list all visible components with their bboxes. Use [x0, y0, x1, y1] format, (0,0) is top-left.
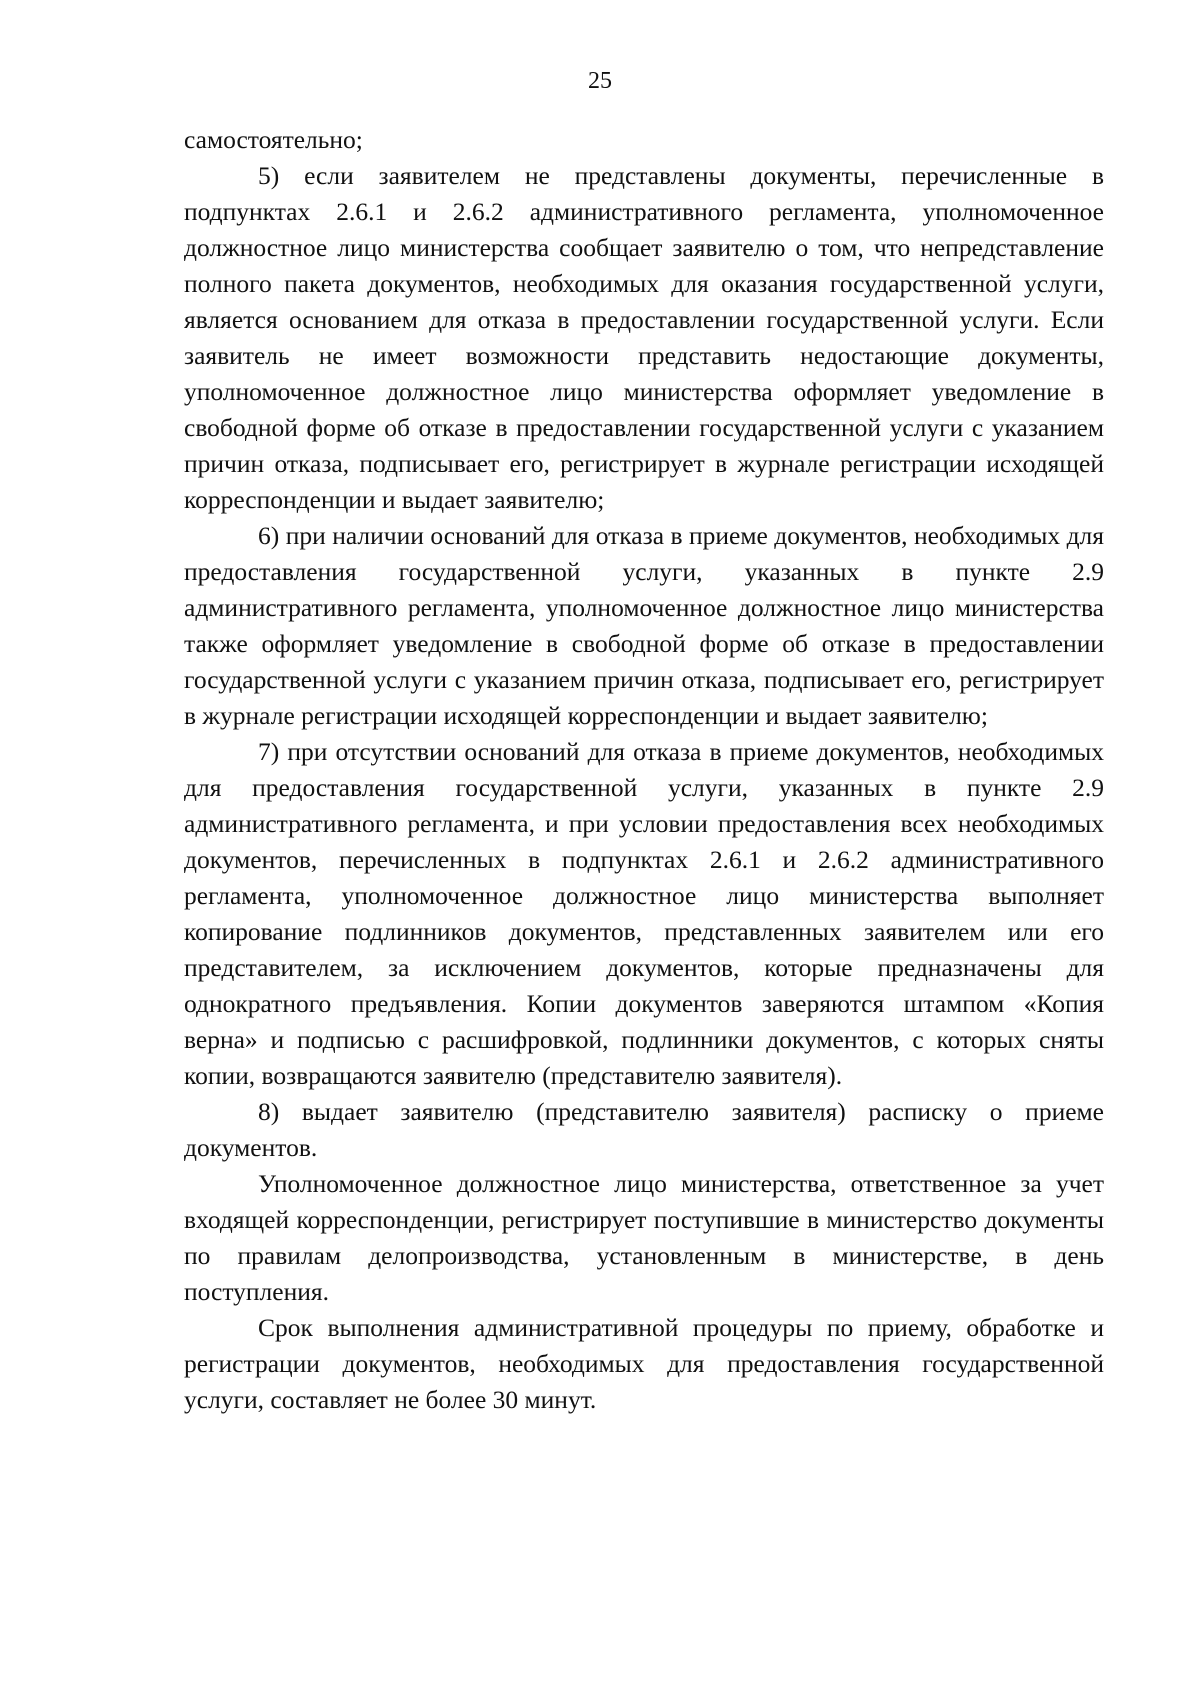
paragraph-registration: Уполномоченное должностное лицо министерства, ответственное за учет входящей корреспонденции, регистрирует поступившие в министерство документы по правилам делопроизводства, установленным в министерстве, в день поступления. [184, 1169, 1104, 1306]
paragraph-item-6: 6) при наличии оснований для отказа в приеме документов, необходимых для предоставления государственной услуги, указанных в пункте 2.9 административного регламента, уполномоченное должностное лицо министерства также оформляет уведомление в свободной форме об отказе в предоставлении государственной услуги с указанием причин отказа, подписывает его, регистрирует в журнале регистрации исходящей корреспонденции и выдает заявителю; [184, 521, 1104, 730]
document-body [184, 122, 1104, 1418]
paragraph-continuation: самостоятельно; [184, 125, 363, 154]
paragraph-deadline: Срок выполнения административной процедуры по приему, обработке и регистрации документов, необходимых для предоставления государственной услуги, составляет не более 30 минут. [184, 1313, 1104, 1414]
paragraph-item-8: 8) выдает заявителю (представителю заявителя) расписку о приеме документов. [184, 1097, 1104, 1162]
paragraph-item-7: 7) при отсутствии оснований для отказа в приеме документов, необходимых для предоставления государственной услуги, указанных в пункте 2.9 административного регламента, и при условии предоставления всех необходимых документов, перечисленных в подпунктах 2.6.1 и 2.6.2 административного регламента, уполномоченное должностное лицо министерства выполняет копирование подлинников документов, представленных заявителем или его представителем, за исключением документов, которые предназначены для однократного предъявления. Копии документов заверяются штампом «Копия верна» и подписью с расшифровкой, подлинники документов, с которых сняты копии, возвращаются заявителю (представителю заявителя). [184, 737, 1104, 1090]
paragraph-item-5: 5) если заявителем не представлены документы, перечисленные в подпунктах 2.6.1 и 2.6.2 административного регламента, уполномоченное должностное лицо министерства сообщает заявителю о том, что непредставление полного пакета документов, необходимых для оказания государственной услуги, является основанием для отказа в предоставлении государственной услуги. Если заявитель не имеет возможности представить недостающие документы, уполномоченное должностное лицо министерства оформляет уведомление в свободной форме об отказе в предоставлении государственной услуги с указанием причин отказа, подписывает его, регистрирует в журнале регистрации исходящей корреспонденции и выдает заявителю; [184, 161, 1104, 514]
page-number: 25 [588, 68, 612, 94]
